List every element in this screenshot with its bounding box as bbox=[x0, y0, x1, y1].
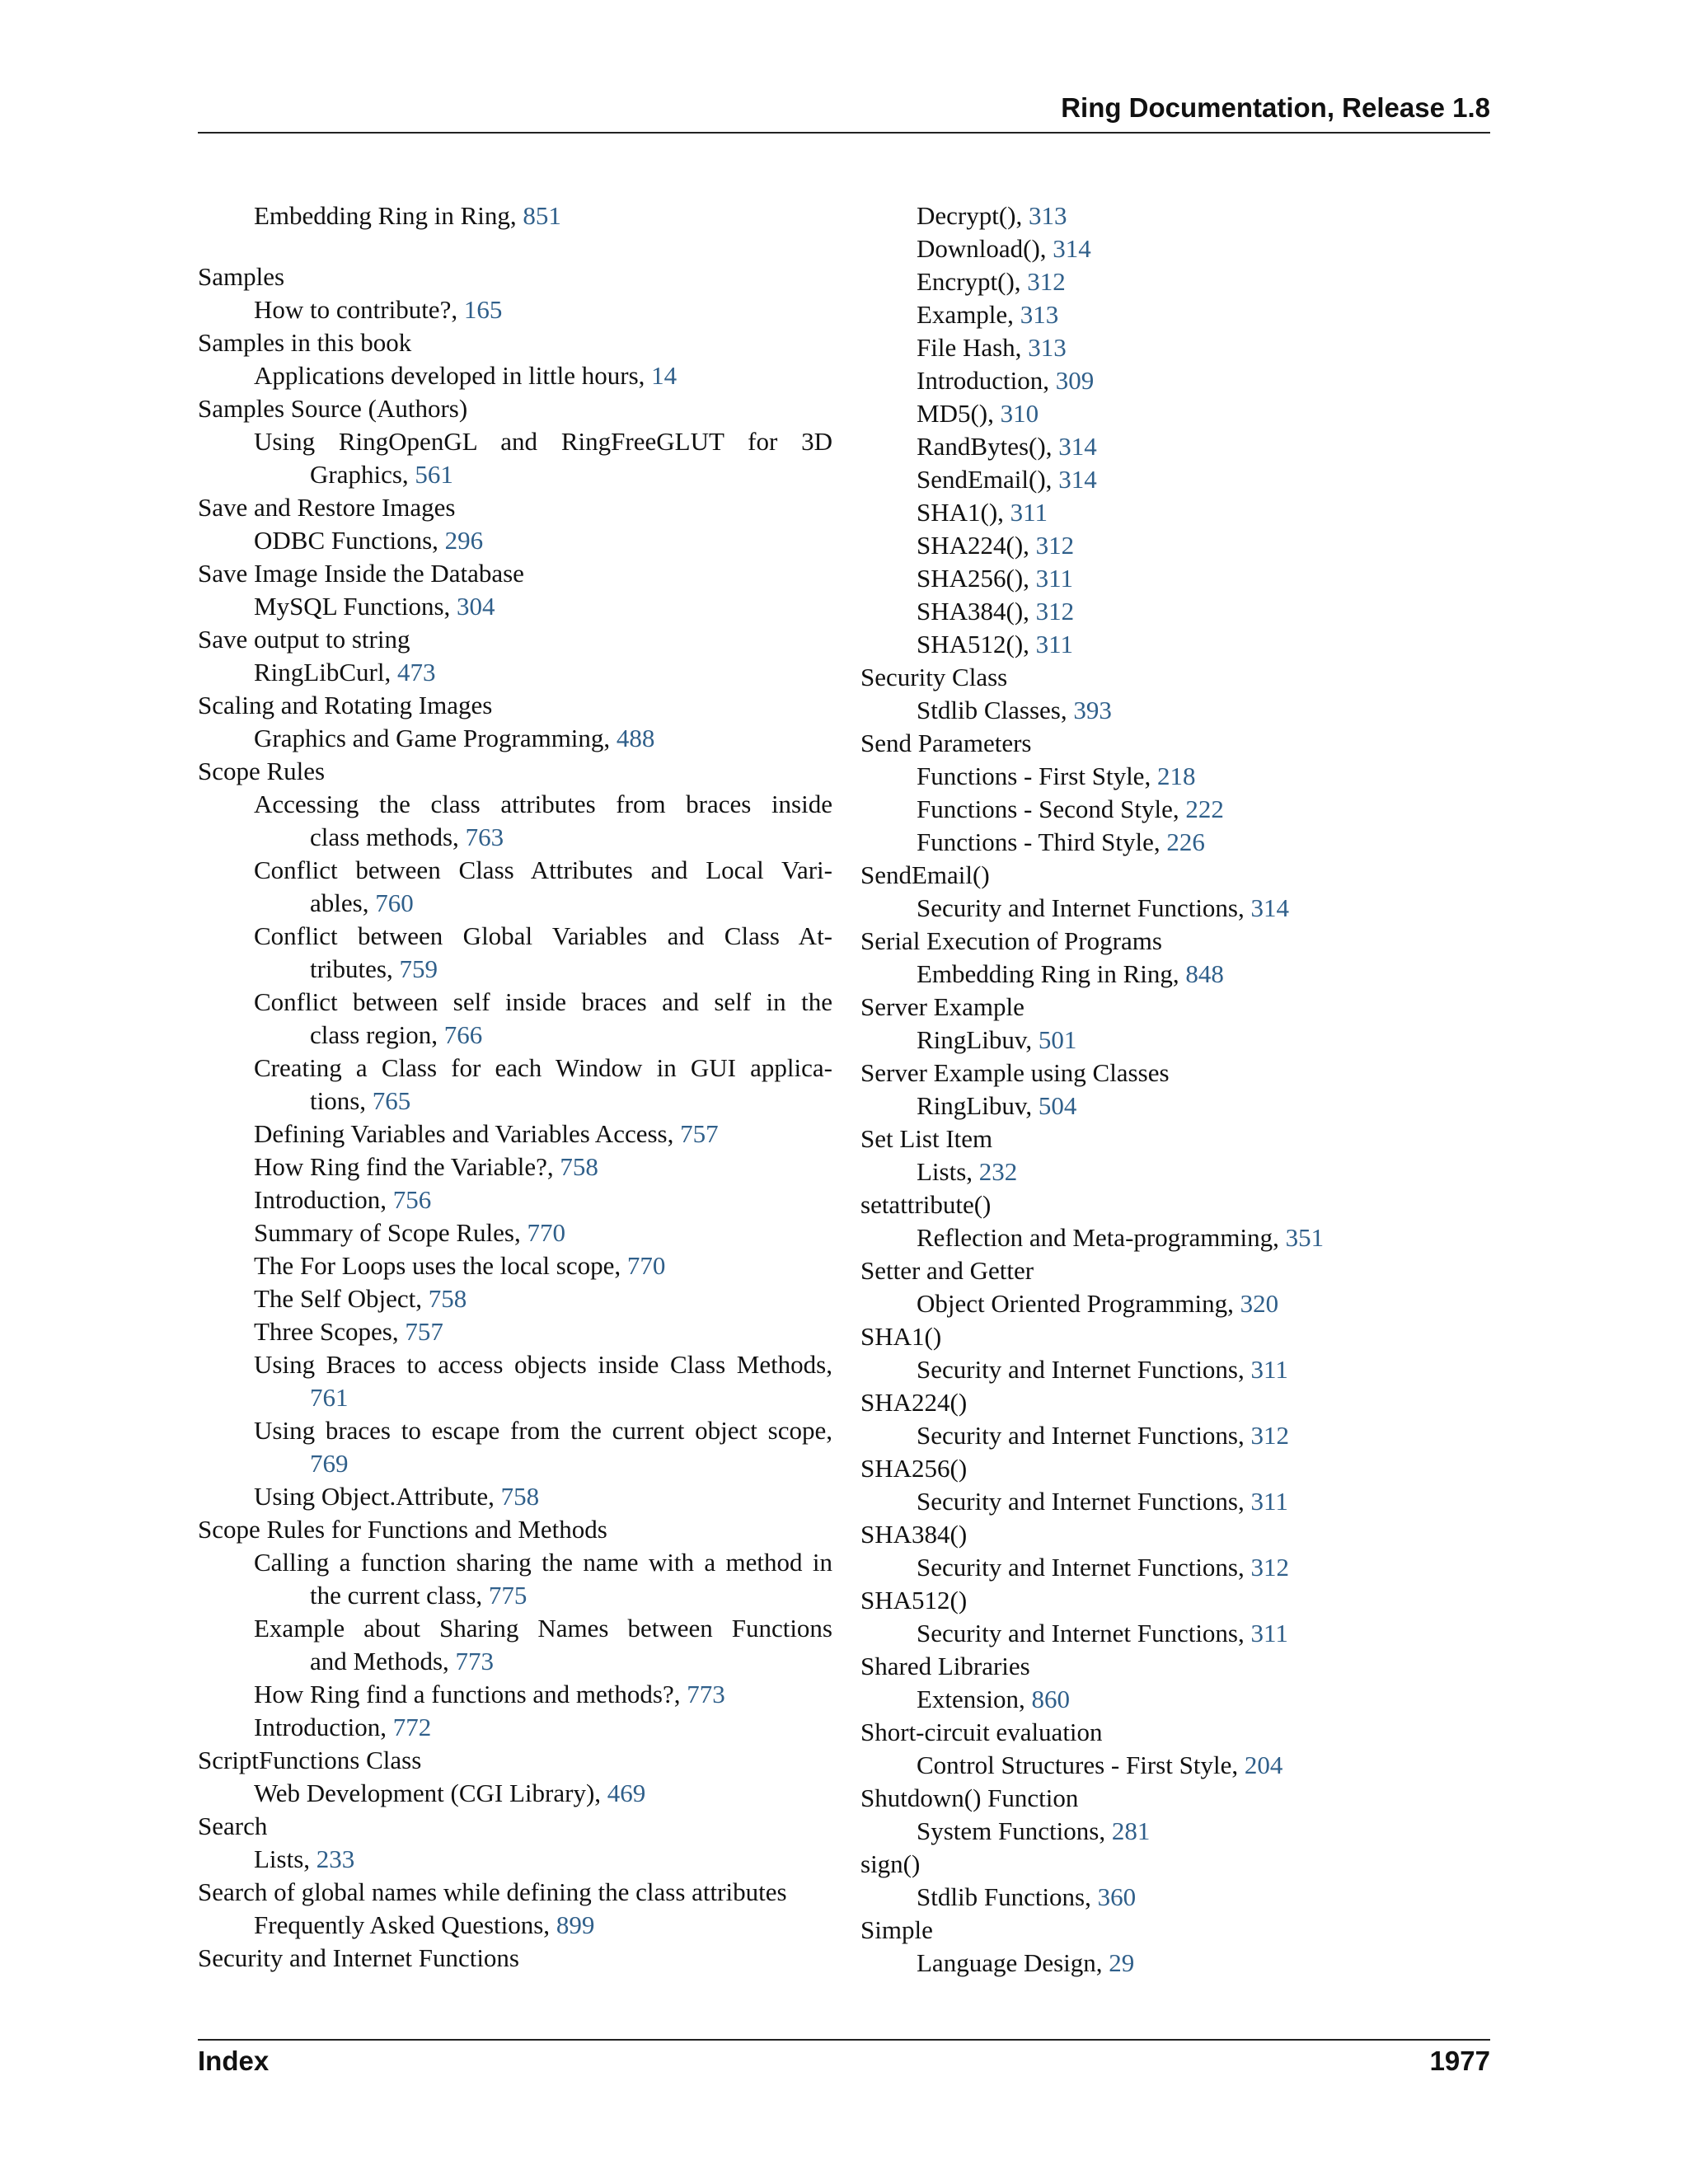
index-heading bbox=[198, 689, 832, 722]
page-reference-link[interactable]: 14 bbox=[651, 361, 678, 390]
index-subentry bbox=[860, 760, 1487, 793]
index-entry-text: Decrypt(), bbox=[917, 201, 1029, 230]
index-entry-text: Summary of Scope Rules, bbox=[254, 1218, 528, 1247]
index-entry-text: Defining Variables and Variables Access, bbox=[254, 1119, 681, 1148]
index-heading bbox=[860, 1782, 1487, 1815]
index-entry-text: SHA384(), bbox=[917, 597, 1036, 626]
index-entry-text: SHA224() bbox=[860, 1388, 968, 1417]
index-heading bbox=[860, 1320, 1487, 1353]
index-subentry bbox=[198, 1348, 832, 1414]
page-reference-link[interactable]: 311 bbox=[1035, 630, 1074, 658]
index-heading bbox=[860, 925, 1487, 958]
index-entry-text: Samples Source (Authors) bbox=[198, 394, 468, 423]
page-reference-link[interactable]: 773 bbox=[687, 1680, 725, 1708]
index-entry-text: Using RingOpenGL and RingFreeGLUT for 3D bbox=[254, 427, 832, 456]
index-entry-text: Stdlib Functions, bbox=[917, 1882, 1098, 1911]
index-entry-text: The Self Object, bbox=[254, 1284, 429, 1313]
index-subentry bbox=[860, 1815, 1487, 1848]
index-subentry bbox=[860, 826, 1487, 859]
page-reference-link[interactable]: 320 bbox=[1240, 1289, 1279, 1318]
index-entry-text: Download(), bbox=[917, 234, 1053, 263]
index-subentry bbox=[198, 1249, 832, 1282]
index-entry-text: ScriptFunctions Class bbox=[198, 1746, 422, 1774]
index-subentry bbox=[860, 364, 1487, 397]
index-entry-text: Security and Internet Functions, bbox=[917, 1487, 1251, 1516]
page-reference-link[interactable]: 772 bbox=[392, 1713, 432, 1741]
index-entry-text: Using braces to escape from the current object scope, bbox=[254, 1416, 832, 1445]
index-entry-text: SHA512(), bbox=[917, 630, 1036, 658]
page-reference-link[interactable]: 312 bbox=[1035, 531, 1075, 560]
page-reference-link[interactable]: 312 bbox=[1250, 1421, 1289, 1450]
index-entry-text: Functions - Third Style, bbox=[917, 827, 1167, 856]
page-reference-link[interactable]: 309 bbox=[1055, 366, 1095, 395]
index-heading bbox=[198, 1876, 832, 1909]
index-subentry bbox=[198, 722, 832, 755]
index-heading bbox=[860, 1716, 1487, 1749]
page-reference-link[interactable]: 770 bbox=[626, 1251, 666, 1280]
index-entry-text: Functions - First Style, bbox=[917, 762, 1157, 790]
index-subentry bbox=[860, 397, 1487, 430]
index-entry-text: Frequently Asked Questions, bbox=[254, 1910, 556, 1939]
page-reference-link[interactable]: 204 bbox=[1244, 1750, 1283, 1779]
page-reference-link[interactable]: 218 bbox=[1156, 762, 1196, 790]
index-subentry bbox=[198, 920, 832, 986]
index-entry-text: SHA512() bbox=[860, 1586, 968, 1615]
index-entry-text: SHA256() bbox=[860, 1454, 968, 1483]
index-subentry bbox=[860, 1749, 1487, 1782]
page-reference-link[interactable]: 233 bbox=[316, 1844, 355, 1873]
index-entry-text: Stdlib Classes, bbox=[917, 696, 1074, 724]
index-entry-text: SHA384() bbox=[860, 1520, 968, 1549]
index-entry-text: Security and Internet Functions, bbox=[917, 1355, 1251, 1384]
index-entry-text: MD5(), bbox=[917, 399, 1001, 428]
page-reference-link[interactable]: 314 bbox=[1058, 465, 1097, 494]
index-subentry bbox=[198, 425, 832, 491]
page-reference-link[interactable]: 312 bbox=[1035, 597, 1075, 626]
index-entry-continuation: tions, bbox=[310, 1086, 373, 1115]
index-entry-text: Calling a function sharing the name with a method in bbox=[254, 1548, 832, 1577]
document-title: Ring Documentation, Release 1.8 bbox=[1061, 92, 1490, 123]
index-subentry bbox=[198, 1843, 832, 1876]
index-column-right bbox=[860, 199, 1487, 1980]
index-entry-text: Extension, bbox=[917, 1685, 1032, 1713]
index-entry-text: Short-circuit evaluation bbox=[860, 1718, 1103, 1746]
index-entry-text: File Hash, bbox=[917, 333, 1029, 362]
index-entry-text: Serial Execution of Programs bbox=[860, 926, 1162, 955]
index-entry-text: Samples in this book bbox=[198, 328, 412, 357]
page-reference-link[interactable]: 314 bbox=[1053, 234, 1091, 263]
page-reference-link[interactable]: 314 bbox=[1058, 432, 1097, 461]
page-reference-link[interactable]: 311 bbox=[1250, 1487, 1288, 1516]
page-reference-link[interactable]: 758 bbox=[560, 1152, 598, 1181]
index-subentry bbox=[198, 1183, 832, 1216]
index-entry-text: Accessing the class attributes from braces inside bbox=[254, 790, 832, 818]
index-entry-text: Security and Internet Functions bbox=[198, 1943, 519, 1972]
index-entry-text: Scope Rules for Functions and Methods bbox=[198, 1515, 607, 1544]
page-reference-link[interactable]: 488 bbox=[616, 724, 655, 752]
page-reference-link[interactable]: 296 bbox=[444, 526, 484, 555]
index-subentry bbox=[198, 788, 832, 854]
index-subentry bbox=[860, 595, 1487, 628]
page-reference-link[interactable]: 501 bbox=[1038, 1025, 1077, 1054]
index-entry-text: Search bbox=[198, 1811, 268, 1840]
index-heading bbox=[198, 1810, 832, 1843]
index-heading bbox=[198, 755, 832, 788]
page-reference-link[interactable]: 310 bbox=[1000, 399, 1039, 428]
index-entry-text: Control Structures - First Style, bbox=[917, 1750, 1245, 1779]
index-heading bbox=[860, 1057, 1487, 1090]
index-entry-text: Functions - Second Style, bbox=[917, 794, 1186, 823]
index-heading bbox=[860, 1122, 1487, 1155]
footer-rule bbox=[198, 2039, 1490, 2041]
index-heading bbox=[198, 260, 832, 293]
page-reference-link[interactable]: 469 bbox=[607, 1779, 646, 1807]
page-reference-link[interactable]: 775 bbox=[488, 1581, 528, 1610]
index-entry-text: SHA1(), bbox=[917, 498, 1010, 527]
index-entry-text: RingLibuv, bbox=[917, 1025, 1039, 1054]
index-entry-text: Example about Sharing Names between Functions bbox=[254, 1614, 832, 1643]
index-entry-text: Server Example bbox=[860, 992, 1025, 1021]
index-subentry bbox=[198, 1612, 832, 1678]
index-entry-text: Setter and Getter bbox=[860, 1256, 1034, 1285]
index-entry-continuation: class region, bbox=[310, 1020, 444, 1049]
index-subentry bbox=[198, 1711, 832, 1744]
index-subentry bbox=[860, 562, 1487, 595]
page-reference-link[interactable]: 232 bbox=[978, 1157, 1018, 1186]
page-reference-link[interactable]: 899 bbox=[556, 1910, 595, 1939]
index-entry-text: Security and Internet Functions, bbox=[917, 1553, 1251, 1582]
page-reference-link[interactable]: 860 bbox=[1031, 1685, 1070, 1713]
index-entry-text: Security and Internet Functions, bbox=[917, 1421, 1251, 1450]
index-entry-text: Set List Item bbox=[860, 1124, 993, 1153]
index-subentry bbox=[860, 1287, 1487, 1320]
index-entry-text: Object Oriented Programming, bbox=[917, 1289, 1240, 1318]
index-heading bbox=[860, 1452, 1487, 1485]
index-heading bbox=[860, 1848, 1487, 1881]
index-subentry bbox=[860, 1024, 1487, 1057]
page-reference-link[interactable]: 758 bbox=[428, 1284, 467, 1313]
index-subentry bbox=[860, 694, 1487, 727]
page-reference-link[interactable]: 281 bbox=[1111, 1816, 1151, 1845]
index-entry-text: Introduction, bbox=[254, 1185, 393, 1214]
index-entry-text: setattribute() bbox=[860, 1190, 992, 1219]
index-subentry bbox=[198, 1480, 832, 1513]
index-entry-continuation: the current class, bbox=[310, 1581, 489, 1610]
index-heading bbox=[860, 1584, 1487, 1617]
page-reference-link[interactable]: 504 bbox=[1038, 1091, 1077, 1120]
index-entry-text: Scope Rules bbox=[198, 757, 326, 785]
index-entry-text: Introduction, bbox=[917, 366, 1056, 395]
index-entry-text: Security and Internet Functions, bbox=[917, 893, 1251, 922]
index-entry-text: Conflict between self inside braces and self in the bbox=[254, 987, 832, 1016]
footer-page-number: 1977 bbox=[1429, 2046, 1490, 2076]
index-subentry bbox=[860, 1485, 1487, 1518]
index-subentry bbox=[860, 1090, 1487, 1122]
index-subentry bbox=[198, 854, 832, 920]
page-reference-link[interactable]: 763 bbox=[465, 823, 504, 851]
index-entry-text: Three Scopes, bbox=[254, 1317, 406, 1346]
index-entry-text: SHA1() bbox=[860, 1322, 942, 1351]
index-subentry bbox=[198, 656, 832, 689]
page-reference-link[interactable]: 360 bbox=[1097, 1882, 1137, 1911]
index-subentry bbox=[860, 298, 1487, 331]
index-entry-text: Scaling and Rotating Images bbox=[198, 691, 493, 719]
index-subentry bbox=[860, 430, 1487, 463]
index-subentry bbox=[860, 628, 1487, 661]
index-subentry bbox=[198, 1414, 832, 1480]
page-reference-link[interactable]: 757 bbox=[680, 1119, 719, 1148]
index-entry-text: Send Parameters bbox=[860, 729, 1032, 757]
page-reference-link[interactable]: 311 bbox=[1035, 564, 1074, 593]
index-heading bbox=[198, 491, 832, 524]
index-subentry bbox=[198, 1777, 832, 1810]
index-entry-text: Search of global names while defining the class attributes bbox=[198, 1877, 787, 1906]
index-entry-text: Security Class bbox=[860, 663, 1008, 691]
index-heading bbox=[198, 392, 832, 425]
index-entry-text: Conflict between Global Variables and Class At- bbox=[254, 921, 832, 950]
index-subentry bbox=[198, 1052, 832, 1118]
index-subentry bbox=[860, 1617, 1487, 1650]
page-reference-link[interactable]: 765 bbox=[372, 1086, 411, 1115]
index-column-left bbox=[198, 199, 832, 1975]
index-entry-text: SendEmail() bbox=[860, 860, 990, 889]
page-reference-link[interactable]: 311 bbox=[1250, 1619, 1288, 1647]
page-reference-link[interactable]: 761 bbox=[310, 1383, 349, 1412]
page-reference-link[interactable]: 222 bbox=[1185, 794, 1224, 823]
index-entry-text: The For Loops uses the local scope, bbox=[254, 1251, 627, 1280]
page-reference-link[interactable]: 769 bbox=[310, 1449, 349, 1478]
page-reference-link[interactable]: 756 bbox=[392, 1185, 432, 1214]
page-reference-link[interactable]: 759 bbox=[399, 954, 438, 983]
page-reference-link[interactable]: 314 bbox=[1250, 893, 1289, 922]
index-subentry bbox=[198, 293, 832, 326]
index-entry-text: RingLibuv, bbox=[917, 1091, 1039, 1120]
index-entry-text: Encrypt(), bbox=[917, 267, 1028, 296]
index-subentry bbox=[860, 265, 1487, 298]
index-entry-text: SHA224(), bbox=[917, 531, 1036, 560]
index-entry-text: Save output to string bbox=[198, 625, 410, 654]
index-subentry bbox=[860, 331, 1487, 364]
index-subentry bbox=[198, 1909, 832, 1942]
index-entry-text: System Functions, bbox=[917, 1816, 1112, 1845]
index-subentry bbox=[860, 793, 1487, 826]
index-entry-text: Lists, bbox=[254, 1844, 316, 1873]
page-reference-link[interactable]: 313 bbox=[1029, 201, 1067, 230]
index-subentry bbox=[860, 529, 1487, 562]
page-reference-link[interactable]: 757 bbox=[405, 1317, 443, 1346]
page-reference-link[interactable]: 312 bbox=[1250, 1553, 1289, 1582]
index-subentry bbox=[860, 892, 1487, 925]
index-entry-text: SHA256(), bbox=[917, 564, 1036, 593]
index-subentry bbox=[860, 1155, 1487, 1188]
index-subentry bbox=[198, 1151, 832, 1183]
index-entry-text: SendEmail(), bbox=[917, 465, 1059, 494]
index-heading bbox=[860, 1254, 1487, 1287]
index-heading bbox=[860, 859, 1487, 892]
index-heading bbox=[198, 1744, 832, 1777]
page-reference-link[interactable]: 770 bbox=[527, 1218, 565, 1247]
index-entry-text: How to contribute?, bbox=[254, 295, 464, 324]
page-reference-link[interactable]: 313 bbox=[1020, 300, 1059, 329]
index-subentry bbox=[198, 1216, 832, 1249]
index-subentry bbox=[198, 1118, 832, 1151]
index-subentry bbox=[198, 1678, 832, 1711]
index-entry-text: Web Development (CGI Library), bbox=[254, 1779, 607, 1807]
index-entry-continuation: tributes, bbox=[310, 954, 400, 983]
index-subentry bbox=[198, 1546, 832, 1612]
index-subentry bbox=[860, 199, 1487, 232]
index-entry-text: Conflict between Class Attributes and Local Vari- bbox=[254, 855, 832, 884]
page-reference-link[interactable]: 773 bbox=[455, 1647, 495, 1675]
index-subentry bbox=[860, 1947, 1487, 1980]
page-reference-link[interactable]: 311 bbox=[1250, 1355, 1288, 1384]
index-subentry bbox=[860, 463, 1487, 496]
index-subentry bbox=[198, 590, 832, 623]
page-reference-link[interactable]: 165 bbox=[463, 295, 503, 324]
page-reference-link[interactable]: 351 bbox=[1285, 1223, 1325, 1252]
index-entry-text: Lists, bbox=[917, 1157, 979, 1186]
index-group-gap bbox=[198, 232, 832, 260]
index-entry-continuation: Graphics, bbox=[310, 460, 415, 489]
page-reference-link[interactable]: 393 bbox=[1073, 696, 1112, 724]
page-reference-link[interactable]: 312 bbox=[1027, 267, 1066, 296]
page-reference-link[interactable]: 760 bbox=[375, 888, 414, 917]
page-reference-link[interactable]: 851 bbox=[523, 201, 561, 230]
index-entry-text: Server Example using Classes bbox=[860, 1058, 1170, 1087]
index-subentry bbox=[198, 986, 832, 1052]
index-heading bbox=[860, 727, 1487, 760]
index-subentry bbox=[860, 1221, 1487, 1254]
index-subentry bbox=[198, 1282, 832, 1315]
page-reference-link[interactable]: 226 bbox=[1166, 827, 1205, 856]
index-entry-continuation: and Methods, bbox=[310, 1647, 456, 1675]
page-reference-link[interactable]: 848 bbox=[1185, 959, 1224, 988]
index-heading bbox=[860, 1914, 1487, 1947]
index-subentry bbox=[198, 199, 832, 232]
index-entry-text: sign() bbox=[860, 1849, 921, 1878]
page-reference-link[interactable]: 311 bbox=[1010, 498, 1048, 527]
index-heading bbox=[198, 326, 832, 359]
index-entry-text: MySQL Functions, bbox=[254, 592, 457, 621]
index-subentry bbox=[198, 359, 832, 392]
index-entry-text: Samples bbox=[198, 262, 285, 291]
index-entry-text: Security and Internet Functions, bbox=[917, 1619, 1251, 1647]
index-subentry bbox=[860, 1419, 1487, 1452]
index-entry-text: Language Design, bbox=[917, 1948, 1109, 1977]
index-heading bbox=[198, 1942, 832, 1975]
index-entry-continuation: ables, bbox=[310, 888, 376, 917]
page-reference-link[interactable]: 766 bbox=[443, 1020, 483, 1049]
index-subentry bbox=[860, 1353, 1487, 1386]
index-entry-text: How Ring find the Variable?, bbox=[254, 1152, 560, 1181]
page-reference-link[interactable]: 758 bbox=[500, 1482, 540, 1511]
footer-section-label: Index bbox=[198, 2046, 270, 2076]
index-subentry bbox=[860, 1683, 1487, 1716]
index-entry-text: RingLibCurl, bbox=[254, 658, 397, 687]
index-entry-text: Graphics and Game Programming, bbox=[254, 724, 617, 752]
index-heading bbox=[198, 1513, 832, 1546]
index-entry-text: Using Braces to access objects inside Class Methods, bbox=[254, 1350, 832, 1379]
index-heading bbox=[860, 1518, 1487, 1551]
index-entry-text: Introduction, bbox=[254, 1713, 393, 1741]
page-reference-link[interactable]: 313 bbox=[1028, 333, 1067, 362]
index-subentry bbox=[860, 1551, 1487, 1584]
page-reference-link[interactable]: 29 bbox=[1109, 1948, 1135, 1977]
index-subentry bbox=[860, 958, 1487, 991]
index-subentry bbox=[198, 524, 832, 557]
page-reference-link[interactable]: 561 bbox=[415, 460, 453, 489]
index-subentry bbox=[860, 496, 1487, 529]
page-reference-link[interactable]: 304 bbox=[457, 592, 495, 621]
index-entry-continuation: class methods, bbox=[310, 823, 466, 851]
index-heading bbox=[860, 661, 1487, 694]
index-entry-text: Using Object.Attribute, bbox=[254, 1482, 501, 1511]
index-entry-text: ODBC Functions, bbox=[254, 526, 445, 555]
index-entry-text: Save and Restore Images bbox=[198, 493, 456, 522]
index-heading bbox=[198, 557, 832, 590]
index-entry-text: Applications developed in little hours, bbox=[254, 361, 652, 390]
page-header bbox=[198, 91, 1490, 134]
index-subentry bbox=[860, 1881, 1487, 1914]
index-entry-text: Example, bbox=[917, 300, 1020, 329]
index-subentry bbox=[860, 232, 1487, 265]
index-heading bbox=[860, 991, 1487, 1024]
index-heading bbox=[198, 623, 832, 656]
index-entry-text: How Ring find a functions and methods?, bbox=[254, 1680, 687, 1708]
index-entry-text: Creating a Class for each Window in GUI applica- bbox=[254, 1053, 832, 1082]
index-heading bbox=[860, 1386, 1487, 1419]
index-heading bbox=[860, 1650, 1487, 1683]
index-entry-text: Save Image Inside the Database bbox=[198, 559, 524, 588]
index-entry-text: Embedding Ring in Ring, bbox=[254, 201, 523, 230]
index-entry-text: RandBytes(), bbox=[917, 432, 1059, 461]
index-entry-text: Simple bbox=[860, 1915, 933, 1944]
page-reference-link[interactable]: 473 bbox=[396, 658, 436, 687]
index-entry-text: Reflection and Meta-programming, bbox=[917, 1223, 1286, 1252]
index-subentry bbox=[198, 1315, 832, 1348]
index-entry-text: Shutdown() Function bbox=[860, 1783, 1079, 1812]
index-entry-text: Embedding Ring in Ring, bbox=[917, 959, 1186, 988]
index-entry-text: Shared Libraries bbox=[860, 1652, 1030, 1680]
index-heading bbox=[860, 1188, 1487, 1221]
